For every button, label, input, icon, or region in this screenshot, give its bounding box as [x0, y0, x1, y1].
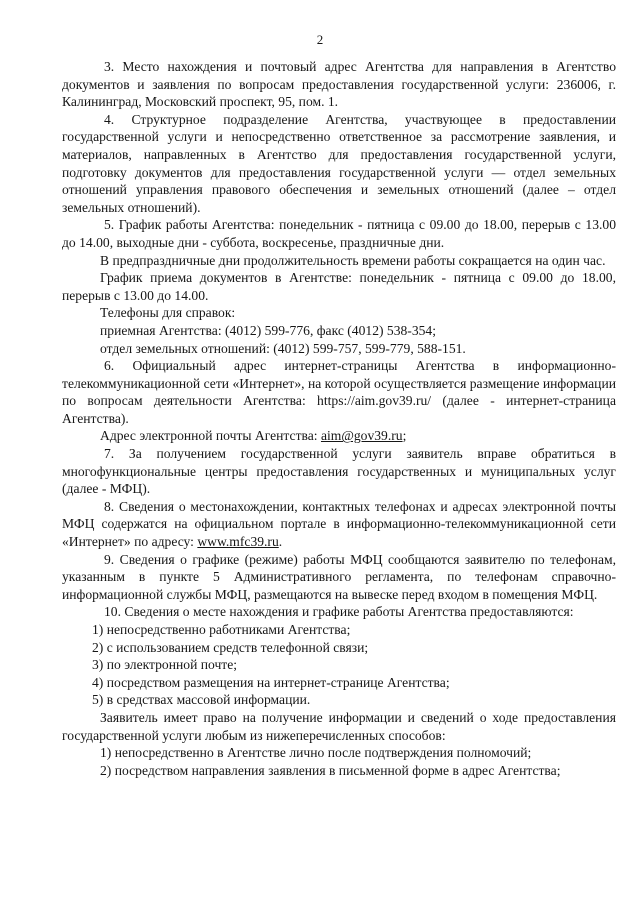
- paragraph-info-rights: Заявитель имеет право на получение информации и сведений о ходе предоставления государственной услуги любым из нижеперечисленных способов:: [62, 709, 616, 743]
- document-body: [62, 58, 616, 779]
- paragraph-10: 10. Сведения о месте нахождения и графике работы Агентства предоставляются:: [104, 604, 574, 620]
- list-item: 4) посредством размещения на интернет-странице Агентства;: [92, 674, 450, 690]
- email-prefix: Адрес электронной почты Агентства:: [100, 428, 321, 444]
- paragraph-8: [62, 498, 616, 551]
- info-method-2: 2) посредством направления заявления в письменной форме в адрес Агентства;: [100, 762, 561, 778]
- list-item: 2) с использованием средств телефонной связи;: [92, 639, 369, 655]
- list-item: 1) непосредственно работниками Агентства;: [92, 622, 351, 637]
- paragraph-4: 4. Структурное подразделение Агентства, участвующее в предоставлении государственной услуги и непосредственно ответственное за рассмотрение заявления, и материалов, направленных в Агентство для предоставления государственной услуги, подготовку документов для предоставления государственной услуги — отдел земельных отношений управления правового обеспечения и земельных отношений (далее – отдел земельных отношений).: [62, 111, 616, 215]
- paragraph-5-phone-reception: приемная Агентства: (4012) 599-776, факс (4012) 538-354;: [100, 322, 437, 338]
- paragraph-3: 3. Место нахождения и почтовый адрес Агентства для направления в Агентство документов и заявления по вопросам предоставления государственной услуги: 236006, г. Калининград, Московский проспект, 95, пом. 1.: [62, 59, 616, 110]
- p8-text: 8. Сведения о местонахождении, контактных телефонах и адресах электронной почты МФЦ содержатся на официальном портале в информационно-телекоммуникационной сети «Интернет» по адресу:: [62, 498, 616, 550]
- paragraph-5-phone-department: отдел земельных отношений: (4012) 599-757, 599-779, 588-151.: [100, 340, 466, 356]
- list-item: 5) в средствах массовой информации.: [92, 692, 311, 708]
- p8-suffix: .: [278, 534, 283, 550]
- paragraph-5-note: В предпраздничные дни продолжительность времени работы сокращается на один час.: [100, 252, 606, 268]
- email-suffix: ;: [402, 428, 407, 444]
- paragraph-email: [62, 427, 616, 445]
- paragraph-5: 5. График работы Агентства: понедельник - пятница с 09.00 до 18.00, перерыв с 13.00 до 14.00, выходные дни - суббота, воскресенье, праздничные дни.: [62, 217, 616, 250]
- list-item: 3) по электронной почте;: [92, 657, 238, 673]
- mfc-website-link[interactable]: www.mfc39.ru: [197, 534, 279, 550]
- paragraph-9: 9. Сведения о графике (режиме) работы МФЦ сообщаются заявителю по телефонам, указанным в пункте 5 Административного регламента, по телефонам справочно-информационной службы МФЦ, размещаются на вывеске перед входом в помещения МФЦ.: [62, 551, 616, 602]
- page-number: 2: [316, 32, 324, 47]
- paragraph-6: 6. Официальный адрес интернет-страницы Агентства в информационно-телекоммуникационной сети «Интернет», на которой осуществляется размещение информации по вопросам деятельности Агентства: https://aim.gov39.ru/ (далее - интернет-страница Агентства).: [62, 358, 616, 426]
- paragraph-5-reception: График приема документов в Агентстве: понедельник - пятница с 09.00 до 18.00, перерыв с 13.00 до 14.00.: [62, 270, 616, 303]
- paragraph-7: 7. За получением государственной услуги заявитель вправе обратиться в многофункциональные центры предоставления государственных и муниципальных услуг (далее - МФЦ).: [62, 446, 616, 497]
- paragraph-5-phones-heading: Телефоны для справок:: [100, 305, 236, 321]
- email-link[interactable]: aim@gov39.ru: [320, 428, 403, 444]
- info-method-1: 1) непосредственно в Агентстве лично после подтверждения полномочий;: [100, 745, 532, 761]
